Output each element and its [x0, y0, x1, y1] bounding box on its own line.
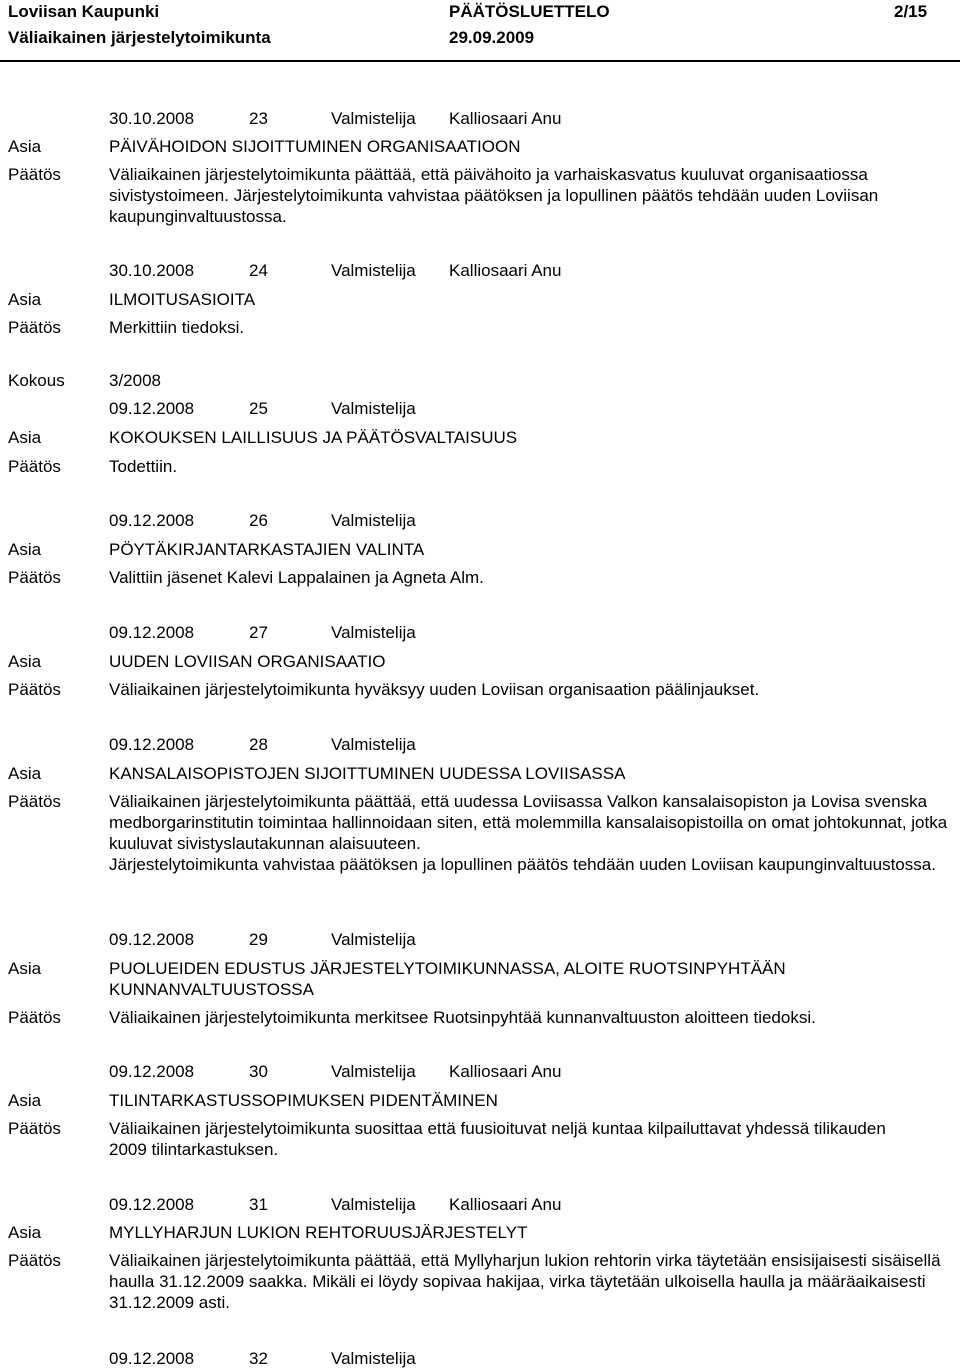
- item-decision: Merkittiin tiedoksi.: [109, 318, 245, 337]
- paatos-label: Päätös: [8, 792, 61, 811]
- item-decision: Väliaikainen järjestelytoimikunta hyväksyy uuden Loviisan organisaation päälinjaukset.: [109, 680, 760, 699]
- item-number: 23: [249, 109, 268, 128]
- preparer-label: Valmistelija: [331, 511, 416, 530]
- asia-label: Asia: [8, 428, 42, 447]
- item-date: 09.12.2008: [109, 1349, 195, 1368]
- item-decision: Väliaikainen järjestelytoimikunta päättää, että uudessa Loviisassa Valkon kansalaisopiston ja Lovisa svenska medborgarinstitutin toimintaa hallinnoidaan siten, että molemmilla kansalaisopistoilla on omat johtokunnat, jotka kuuluvat sivistyslautakunnan alaisuuteen.: [109, 792, 948, 853]
- item-subject: UUDEN LOVIISAN ORGANISAATIO: [109, 652, 386, 671]
- preparer-name: Kalliosaari Anu: [449, 109, 562, 128]
- item-number: 29: [249, 930, 268, 949]
- item-decision: Väliaikainen järjestelytoimikunta päättää, että päivähoito ja varhaiskasvatus kuuluvat organisaatiossa sivistystoimeen. Järjestelytoimikunta vahvistaa päätöksen ja lopullinen päätös tehdään uuden Loviisan kaupunginvaltuustossa.: [109, 165, 879, 226]
- paatos-label: Päätös: [8, 165, 61, 184]
- preparer-label: Valmistelija: [331, 1195, 416, 1214]
- paatos-label: Päätös: [8, 680, 61, 699]
- paatos-label: Päätös: [8, 457, 61, 476]
- preparer-label: Valmistelija: [331, 261, 416, 280]
- item-date: 09.12.2008: [109, 735, 195, 754]
- preparer-label: Valmistelija: [331, 399, 416, 418]
- item-date: 09.12.2008: [109, 1062, 195, 1081]
- item-date: 30.10.2008: [109, 109, 195, 128]
- item-date: 09.12.2008: [109, 399, 195, 418]
- preparer-name: Kalliosaari Anu: [449, 261, 562, 280]
- item-date: 30.10.2008: [109, 261, 195, 280]
- item-subject: MYLLYHARJUN LUKION REHTORUUSJÄRJESTELYT: [109, 1223, 528, 1242]
- organization-name: Loviisan Kaupunki: [8, 2, 160, 21]
- item-subject: KANSALAISOPISTOJEN SIJOITTUMINEN UUDESSA LOVIISASSA: [109, 764, 626, 783]
- item-number: 30: [249, 1062, 268, 1081]
- header-divider: [0, 60, 960, 62]
- preparer-label: Valmistelija: [331, 735, 416, 754]
- asia-label: Asia: [8, 652, 42, 671]
- paatos-label: Päätös: [8, 1008, 61, 1027]
- item-number: 26: [249, 511, 268, 530]
- preparer-label: Valmistelija: [331, 623, 416, 642]
- preparer-label: Valmistelija: [331, 1062, 416, 1081]
- asia-label: Asia: [8, 290, 42, 309]
- item-date: 09.12.2008: [109, 623, 195, 642]
- asia-label: Asia: [8, 764, 42, 783]
- item-decision-continued: Järjestelytoimikunta vahvistaa päätöksen ja lopullinen päätös tehdään uuden Loviisan kaupunginvaltuustossa.: [109, 855, 936, 874]
- item-subject: TILINTARKASTUSSOPIMUKSEN PIDENTÄMINEN: [109, 1091, 498, 1110]
- item-number: 25: [249, 399, 268, 418]
- asia-label: Asia: [8, 959, 42, 978]
- item-decision: Väliaikainen järjestelytoimikunta päättää, että Myllyharjun lukion rehtorin virka täytetään ensisijaisesti sisäisellä haulla 31.12.2009 saakka. Mikäli ei löydy sopivaa hakijaa, virka täytetään ulkoisella haulla ja määräaikaisesti 31.12.2009 asti.: [109, 1251, 941, 1312]
- paatos-label: Päätös: [8, 318, 61, 337]
- preparer-label: Valmistelija: [331, 109, 416, 128]
- item-number: 32: [249, 1349, 268, 1368]
- item-number: 24: [249, 261, 268, 280]
- item-decision: Väliaikainen järjestelytoimikunta merkitsee Ruotsinpyhtää kunnanvaltuuston aloitteen tiedoksi.: [109, 1008, 816, 1027]
- preparer-name: Kalliosaari Anu: [449, 1195, 562, 1214]
- preparer-label: Valmistelija: [331, 1349, 416, 1368]
- paatos-label: Päätös: [8, 1251, 61, 1270]
- item-number: 28: [249, 735, 268, 754]
- item-subject: PUOLUEIDEN EDUSTUS JÄRJESTELYTOIMIKUNNASSA, ALOITE RUOTSINPYHTÄÄN KUNNANVALTUUSTOSSA: [109, 959, 786, 999]
- item-number: 27: [249, 623, 268, 642]
- document-date: 29.09.2009: [449, 28, 535, 47]
- item-subject: PÖYTÄKIRJANTARKASTAJIEN VALINTA: [109, 540, 425, 559]
- item-subject: PÄIVÄHOIDON SIJOITTUMINEN ORGANISAATIOON: [109, 137, 521, 156]
- asia-label: Asia: [8, 137, 42, 156]
- item-date: 09.12.2008: [109, 1195, 195, 1214]
- asia-label: Asia: [8, 540, 42, 559]
- item-subject: KOKOUKSEN LAILLISUUS JA PÄÄTÖSVALTAISUUS: [109, 428, 518, 447]
- item-date: 09.12.2008: [109, 930, 195, 949]
- preparer-label: Valmistelija: [331, 930, 416, 949]
- page-header: [0, 0, 960, 64]
- item-decision: Väliaikainen järjestelytoimikunta suosittaa että fuusioituvat neljä kuntaa kilpailuttavat yhdessä tilikauden 2009 tilintarkastuksen.: [109, 1119, 886, 1159]
- page-number: 2/15: [894, 2, 928, 21]
- item-number: 31: [249, 1195, 268, 1214]
- item-subject: ILMOITUSASIOITA: [109, 290, 256, 309]
- meeting-number: 3/2008: [109, 371, 161, 390]
- paatos-label: Päätös: [8, 568, 61, 587]
- item-decision: Valittiin jäsenet Kalevi Lappalainen ja Agneta Alm.: [109, 568, 484, 587]
- item-date: 09.12.2008: [109, 511, 195, 530]
- asia-label: Asia: [8, 1223, 42, 1242]
- paatos-label: Päätös: [8, 1119, 61, 1138]
- committee-name: Väliaikainen järjestelytoimikunta: [8, 28, 271, 47]
- document-title: PÄÄTÖSLUETTELO: [449, 2, 610, 21]
- preparer-name: Kalliosaari Anu: [449, 1062, 562, 1081]
- asia-label: Asia: [8, 1091, 42, 1110]
- meeting-label: Kokous: [8, 371, 65, 390]
- item-decision: Todettiin.: [109, 457, 178, 476]
